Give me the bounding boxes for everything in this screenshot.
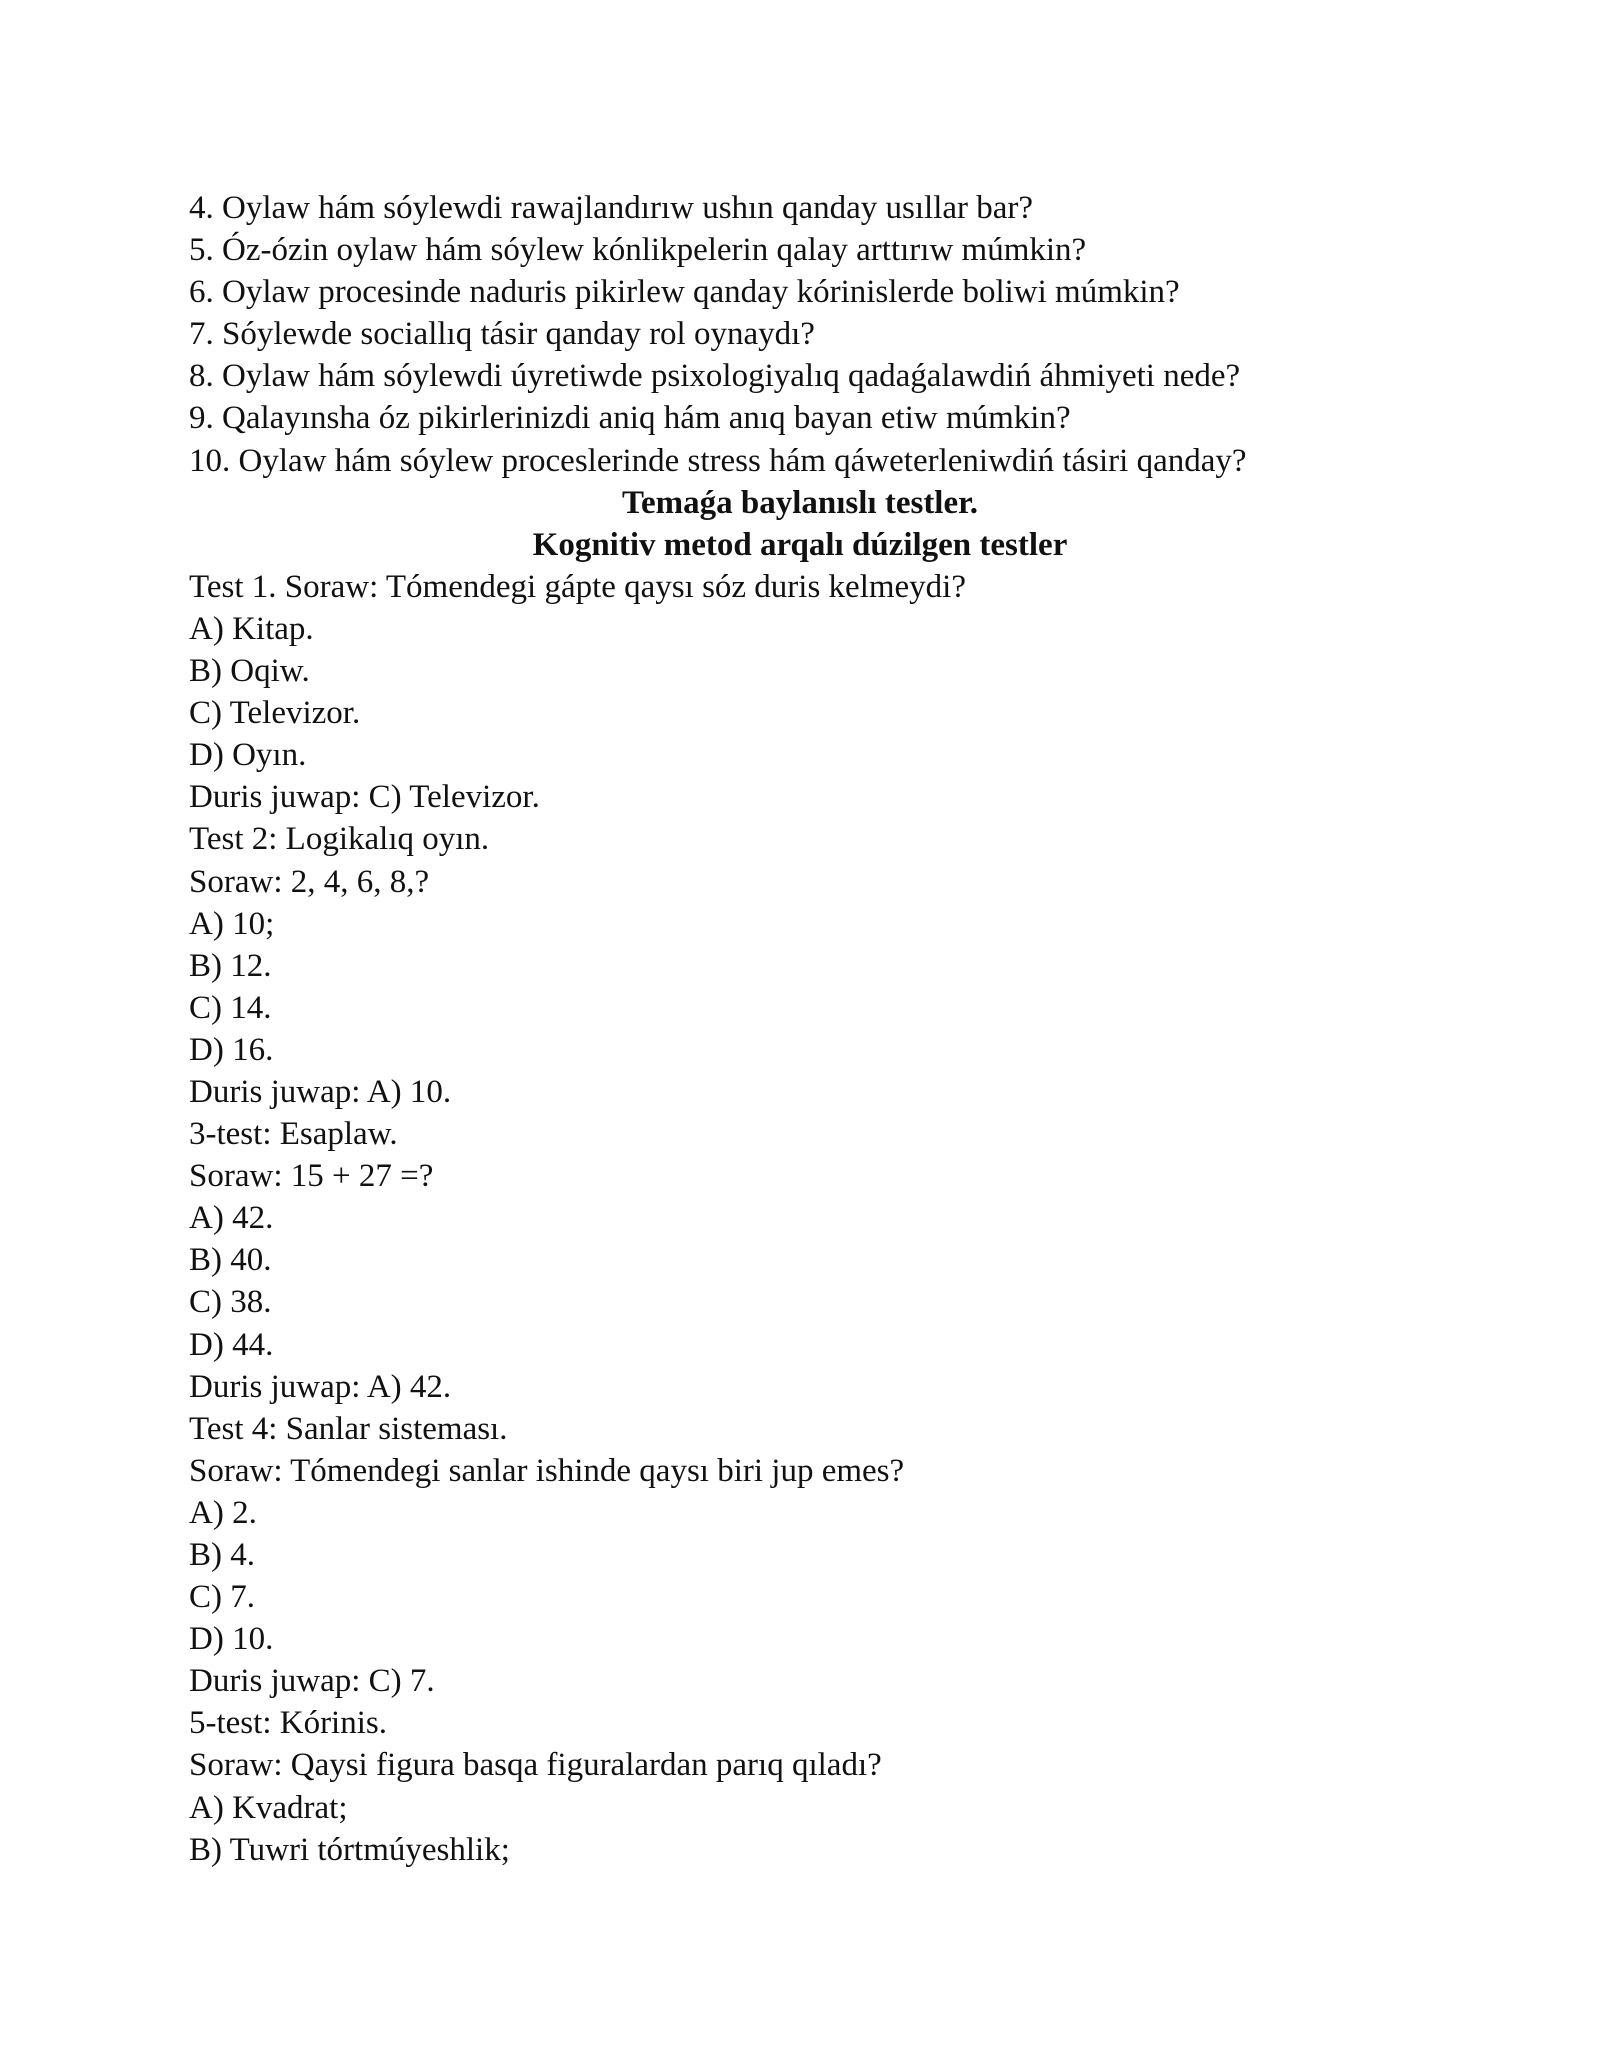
answer-option: D) 44.: [189, 1326, 274, 1363]
test-title: Test 4: Sanlar sisteması.: [189, 1410, 508, 1447]
answer-option: A) Kvadrat;: [189, 1789, 348, 1826]
correct-answer: Duris juwap: A) 42.: [189, 1368, 452, 1405]
test-title: Test 2: Logikalıq oyın.: [189, 821, 490, 858]
answer-option: C) Televizor.: [189, 695, 361, 732]
test-title: 3-test: Esaplaw.: [189, 1116, 398, 1153]
correct-answer: Duris juwap: C) Televizor.: [189, 779, 540, 816]
answer-option: B) 4.: [189, 1537, 255, 1573]
answer-option: A) Kitap.: [189, 610, 314, 647]
test-2: [189, 818, 1411, 1113]
question-item: 9. Qalayınsha óz pikirlerinizdi aniq hám anıq bayan etiw múmkin?: [189, 400, 1071, 437]
section-title: Temaǵa baylanıslı testler.: [622, 484, 978, 521]
document-body: [189, 187, 1411, 1871]
test-3: [189, 1113, 1411, 1408]
answer-option: D) 10.: [189, 1621, 274, 1658]
correct-answer: Duris juwap: A) 10.: [189, 1073, 452, 1110]
answer-option: B) Oqiw.: [189, 653, 310, 690]
test-question: Soraw: Qaysi figura basqa figuralardan parıq qıladı?: [189, 1747, 882, 1784]
test-question: Soraw: 2, 4, 6, 8,?: [189, 863, 430, 900]
answer-option: C) 14.: [189, 989, 272, 1026]
answer-option: D) 16.: [189, 1031, 274, 1068]
question-item: 8. Oylaw hám sóylewdi úyretiwde psixologiyalıq qadaǵalawdiń áhmiyeti nede?: [189, 358, 1241, 395]
section-subtitle: Kognitiv metod arqalı dúzilgen testler: [532, 526, 1068, 563]
correct-answer: Duris juwap: C) 7.: [189, 1663, 435, 1700]
answer-option: C) 38.: [189, 1284, 272, 1321]
question-item: 4. Oylaw hám sóylewdi rawajlandırıw ushın qanday usıllar bar?: [189, 190, 1034, 226]
test-question: Soraw: Tómendegi sanlar ishinde qaysı biri jup emes?: [189, 1452, 905, 1489]
answer-option: A) 42.: [189, 1200, 274, 1237]
test-question: Soraw: 15 + 27 =?: [189, 1158, 434, 1195]
test-4: [189, 1408, 1411, 1703]
answer-option: B) 40.: [189, 1242, 272, 1279]
question-item: 10. Oylaw hám sóylew proceslerinde stress hám qáweterleniwdiń tásiri qanday?: [189, 442, 1247, 479]
question-item: 7. Sóylewde sociallıq tásir qanday rol oynaydı?: [189, 316, 815, 353]
answer-option: A) 2.: [189, 1494, 257, 1531]
answer-option: A) 10;: [189, 905, 275, 942]
question-item: 5. Óz-ózin oylaw hám sóylew kónlikpelerin qalay arttırıw múmkin?: [189, 232, 1087, 269]
test-5: [189, 1702, 1411, 1870]
answer-option: C) 7.: [189, 1579, 255, 1616]
answer-option: D) Oyın.: [189, 737, 307, 774]
question-item: 6. Oylaw procesinde naduris pikirlew qanday kórinislerde boliwi múmkin?: [189, 274, 1180, 311]
test-title: 5-test: Kórinis.: [189, 1705, 387, 1742]
answer-option: B) 12.: [189, 947, 272, 984]
question-list: [189, 187, 1411, 482]
test-question: Test 1. Soraw: Tómendegi gápte qaysı sóz duris kelmeydi?: [189, 568, 966, 605]
test-1: [189, 566, 1411, 819]
answer-option: B) Tuwri tórtmúyeshlik;: [189, 1831, 510, 1868]
